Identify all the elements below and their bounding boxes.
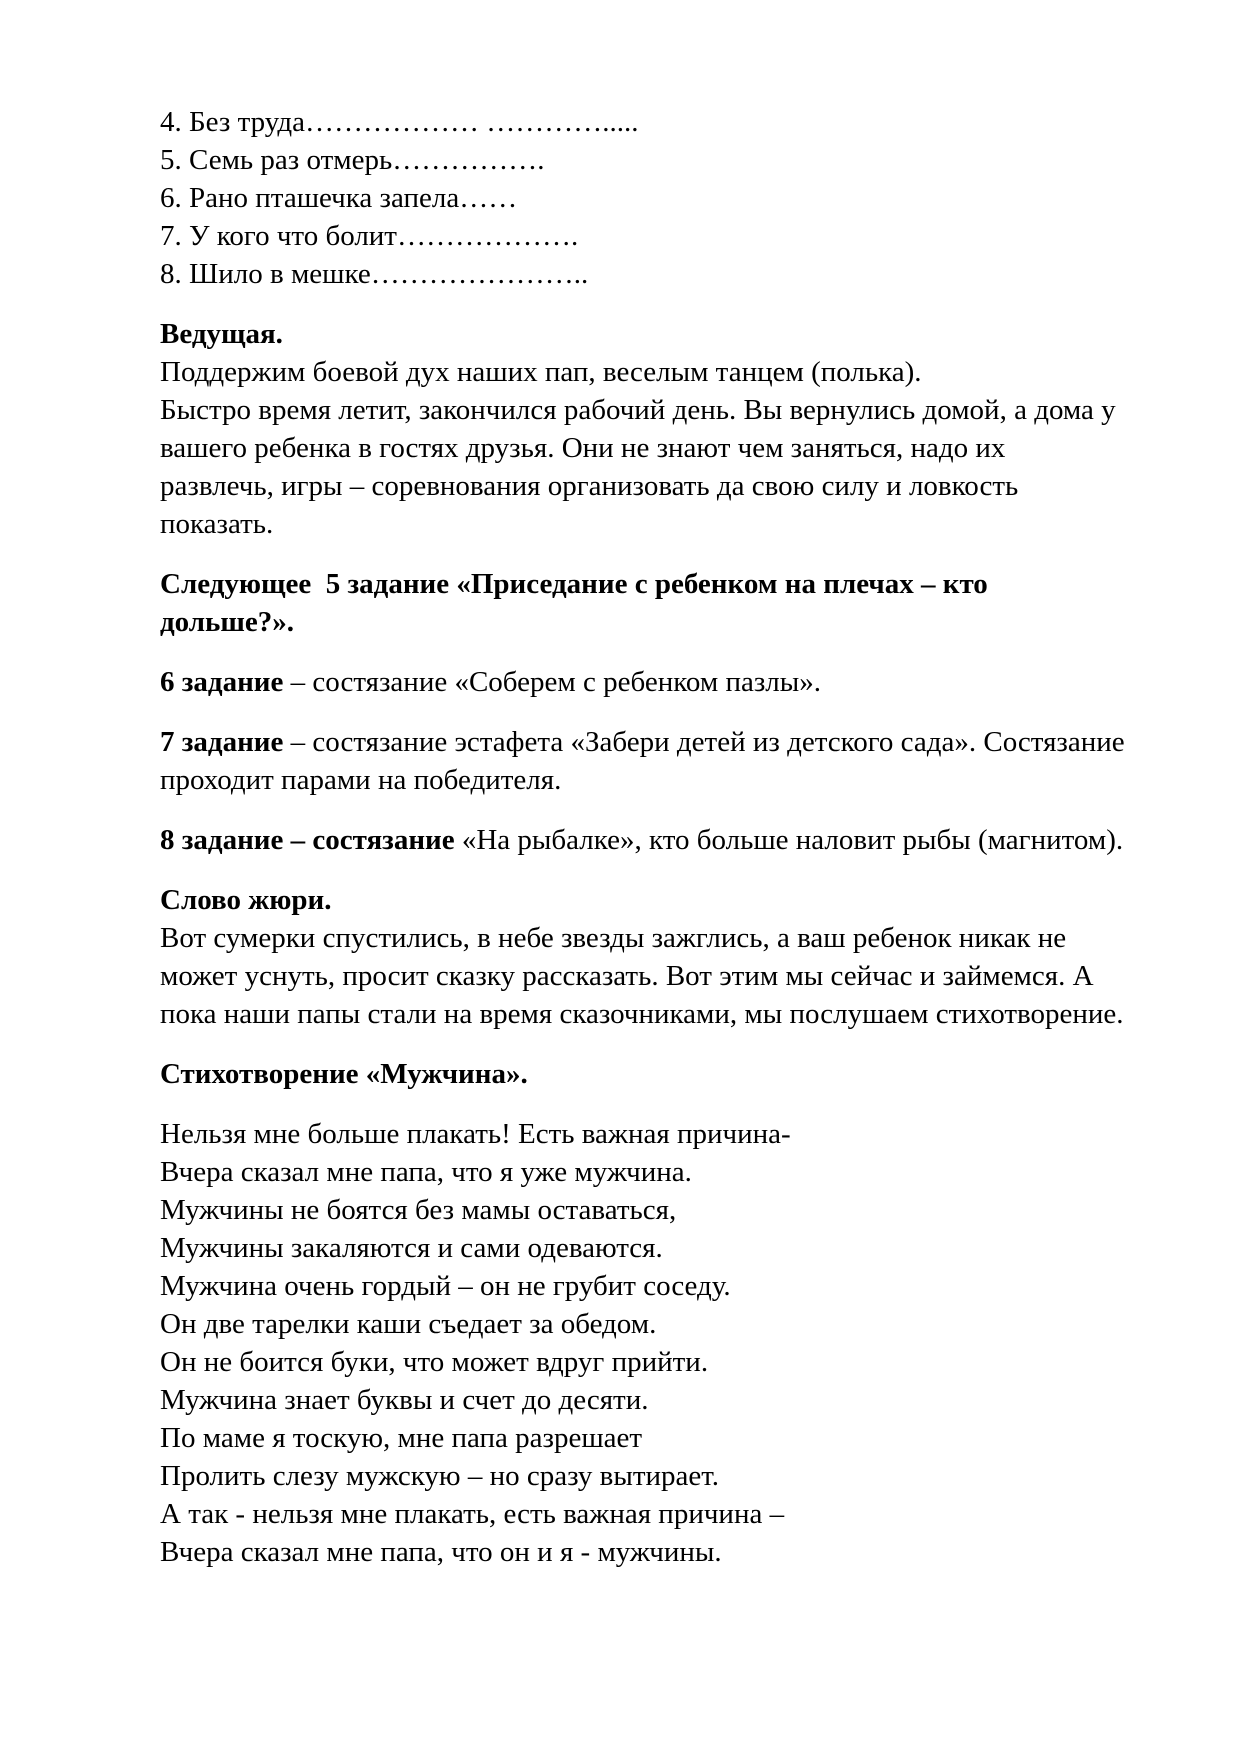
task7-line <box>160 723 1180 761</box>
proverb-item-8: 8. Шило в мешке………………….. <box>160 258 589 290</box>
host-heading: Ведущая. <box>160 318 283 350</box>
poem-line: Мужчина знает буквы и счет до десяти. <box>160 1384 649 1416</box>
jury-heading: Слово жюри. <box>160 884 332 916</box>
task7-paragraph <box>160 723 1180 799</box>
jury-section <box>160 881 1180 1033</box>
poem-line: Вчера сказал мне папа, что я уже мужчина. <box>160 1156 692 1188</box>
poem-line: Нельзя мне больше плакать! Есть важная причина- <box>160 1118 791 1150</box>
poem-line: Он не боится буки, что может вдруг прийти. <box>160 1346 709 1378</box>
host-paragraph-line: Поддержим боевой дух наших пап, веселым танцем (полька). <box>160 356 922 388</box>
task7-text: – состязание эстафета «Забери детей из детского сада». Состязание <box>283 726 1125 758</box>
host-paragraph-line: Быстро время летит, закончился рабочий день. Вы вернулись домой, а дома у <box>160 394 1116 426</box>
poem-line: Он две тарелки каши съедает за обедом. <box>160 1308 657 1340</box>
poem-line: Вчера сказал мне папа, что он и я - мужчины. <box>160 1536 722 1568</box>
proverb-item-4: 4. Без труда……………… …………..... <box>160 106 639 138</box>
task5-heading <box>160 565 1180 641</box>
host-paragraph-line: вашего ребенка в гостях друзья. Они не знают чем заняться, надо их <box>160 432 1006 464</box>
poem-line: А так - нельзя мне плакать, есть важная причина – <box>160 1498 785 1530</box>
proverb-list <box>160 103 1180 293</box>
task8-label: 8 задание – состязание <box>160 824 455 856</box>
task6-text: – состязание «Соберем с ребенком пазлы». <box>283 666 821 698</box>
jury-paragraph-line: может уснуть, просит сказку рассказать. Вот этим мы сейчас и займемся. А <box>160 960 1094 992</box>
task6-line <box>160 663 1180 701</box>
jury-paragraph-line: пока наши папы стали на время сказочниками, мы послушаем стихотворение. <box>160 998 1124 1030</box>
task6-paragraph <box>160 663 1180 701</box>
task7-label: 7 задание <box>160 726 284 758</box>
task7-text-line: проходит парами на победителя. <box>160 764 562 796</box>
host-section <box>160 315 1180 543</box>
task8-text: «На рыбалке», кто больше наловит рыбы (магнитом). <box>454 824 1124 856</box>
poem <box>160 1115 1180 1571</box>
task8-paragraph <box>160 821 1180 859</box>
poem-heading: Стихотворение «Мужчина». <box>160 1058 528 1090</box>
poem-line: По маме я тоскую, мне папа разрешает <box>160 1422 643 1454</box>
poem-line: Мужчины не боятся без мамы оставаться, <box>160 1194 677 1226</box>
host-paragraph-line: развлечь, игры – соревнования организовать да свою силу и ловкость <box>160 470 1019 502</box>
task5-heading-line: Следующее 5 задание «Приседание с ребенком на плечах – кто <box>160 568 988 600</box>
poem-line: Мужчины закаляются и сами одеваются. <box>160 1232 663 1264</box>
task5-heading-line: дольше?». <box>160 606 294 638</box>
proverb-item-6: 6. Рано пташечка запела…… <box>160 182 518 214</box>
jury-paragraph-line: Вот сумерки спустились, в небе звезды зажглись, а ваш ребенок никак не <box>160 922 1067 954</box>
host-paragraph-line: показать. <box>160 508 274 540</box>
task8-line <box>160 821 1180 859</box>
poem-line: Мужчина очень гордый – он не грубит соседу. <box>160 1270 731 1302</box>
proverb-item-7: 7. У кого что болит………………. <box>160 220 579 252</box>
poem-heading-block <box>160 1055 1180 1093</box>
proverb-item-5: 5. Семь раз отмерь……………. <box>160 144 545 176</box>
task6-label: 6 задание <box>160 666 284 698</box>
poem-line: Пролить слезу мужскую – но сразу вытирает. <box>160 1460 720 1492</box>
